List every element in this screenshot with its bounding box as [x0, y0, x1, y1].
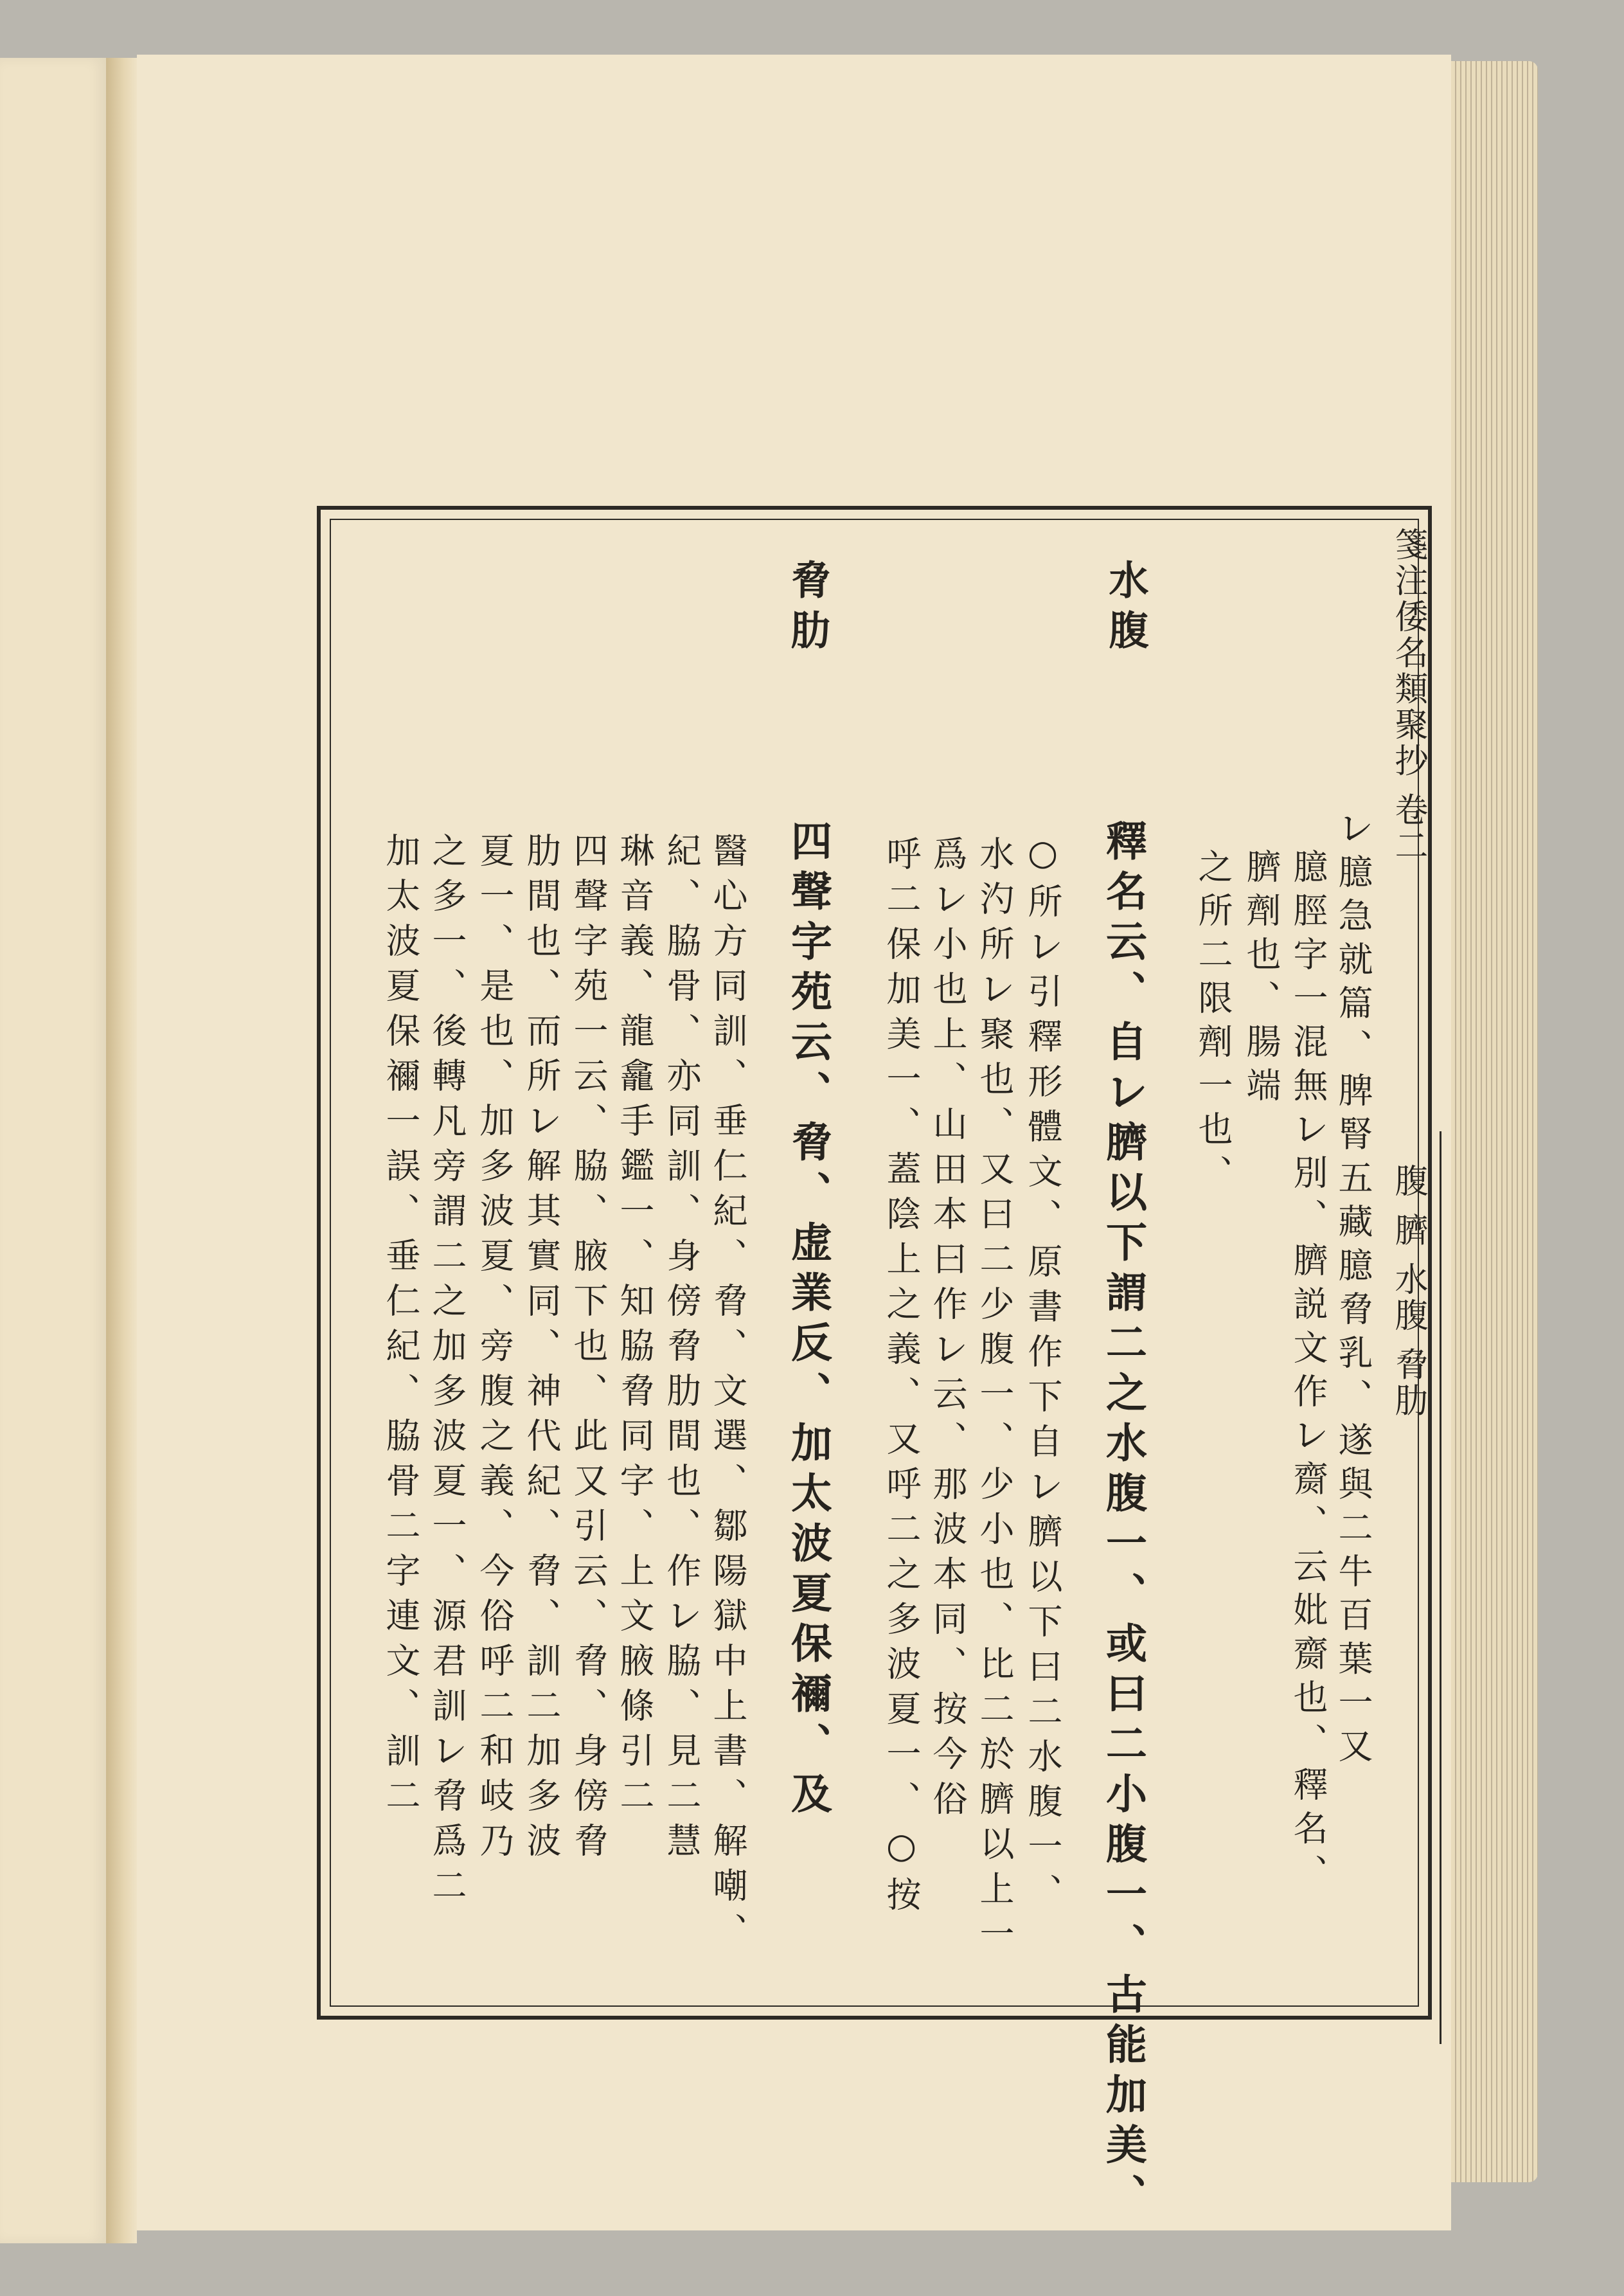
text-column-9: 醫心方同訓、垂仁紀、脅、文選、鄒陽獄中上書、解嘲、 [708, 832, 748, 1957]
text-column-7: 爲㆑小也上、山田本曰作㆑云、那波本同、按今俗 [927, 836, 968, 1825]
text-column-10: 紀、脇骨、亦同訓、身傍脅肋間也、作㆑脇、見二慧 [661, 832, 702, 1867]
entry-heading-suifuku: 水腹 [1102, 559, 1149, 659]
text-column-6: 水汋所㆑聚也、又曰二少腹一、少小也、比二於臍以上一 [974, 836, 1015, 1960]
text-column-15: 之多一、後轉凡旁謂二之加多波夏一、源君訓㆑脅爲二 [427, 832, 467, 1912]
book-gutter [106, 58, 137, 2243]
text-column-2: 臆脛字一混無㆑別、臍説文作㆑齌、云妣齌也、釋名、 [1288, 848, 1328, 1897]
text-column-16: 加太波夏保禰一誤、垂仁紀、脇骨二字連文、訓二 [380, 832, 421, 1822]
running-head-title: 箋注倭名類聚抄 卷二 [1389, 527, 1427, 865]
text-column-main-2: 四聲字苑云、脅、虚業反、加太波夏保禰、及 [784, 820, 832, 1822]
text-column-3: 臍劑也、腸端 [1241, 848, 1281, 1111]
text-column-8: 呼二保加美一、蓋陰上之義、又呼二之多波夏一、○按 [881, 836, 922, 1921]
text-column-11: 琳音義、龍龕手鑑一、知脇脅同字、上文腋條引二 [614, 832, 655, 1822]
text-column-12: 四聲字苑一云、脇、腋下也、此又引云、脅、身傍脅 [568, 832, 609, 1867]
text-column-1: ㆑臆急就篇、脾腎五藏臆脅乳、遂與二牛百葉一又 [1333, 810, 1373, 1771]
text-column-main-1: 釋名云、自㆑臍以下謂二之水腹一、或曰二小腹一、古能加美、 [1099, 820, 1147, 2223]
entry-heading-kyoroku: 脅肋 [784, 559, 831, 659]
running-head-section-text: 腹 臍 水腹 脅肋 [1389, 1163, 1427, 1419]
running-head-rule [1440, 1131, 1441, 2044]
text-column-5: ○所㆑引釋形體文、原書作下自㆑臍以下曰二水腹一、 [1022, 832, 1063, 1918]
left-page [0, 58, 106, 2243]
text-column-14: 夏一、是也、加多波夏、旁腹之義、今俗呼二和岐乃 [474, 832, 515, 1867]
page-edges [1451, 61, 1538, 2182]
text-column-4: 之所二限劑一也、 [1193, 848, 1233, 1198]
text-column-13: 肋間也、而所㆑解其實同、神代紀、脅、訓二加多波 [521, 832, 562, 1867]
